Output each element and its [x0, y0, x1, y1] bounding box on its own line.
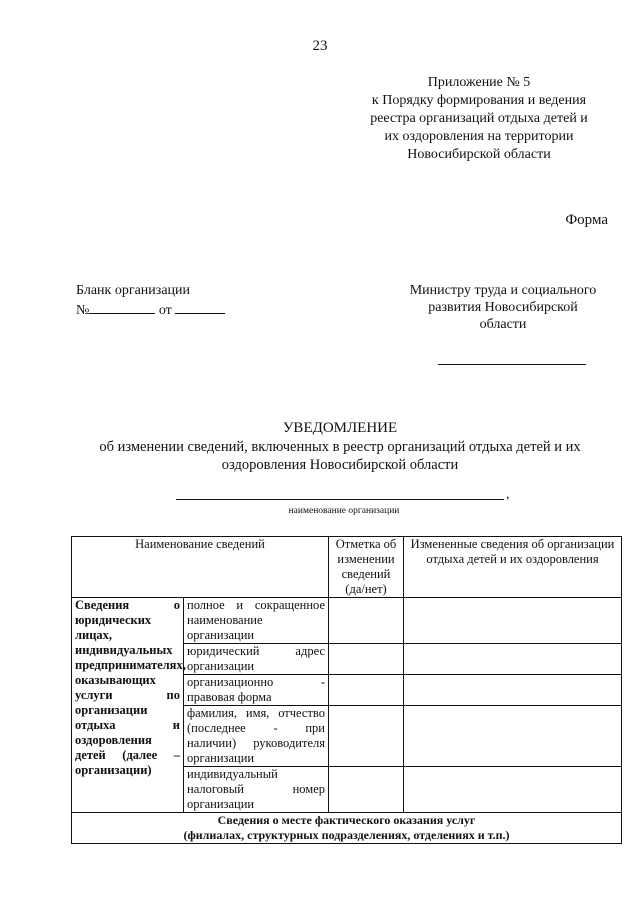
subtitle-line-2: оздоровления Новосибирской области — [221, 457, 459, 473]
annex-line-4: их оздоровления на территории — [384, 129, 574, 144]
annex-header — [330, 74, 628, 164]
addressee — [398, 282, 608, 333]
mark-cell[interactable] — [329, 767, 404, 813]
organization-name-comma: , — [506, 487, 510, 502]
letterhead-number-row — [76, 300, 225, 320]
item-cell: организационно - правовая форма — [184, 675, 329, 706]
table-footer-row — [72, 813, 622, 844]
number-prefix: № — [76, 303, 90, 318]
annex-line-1: Приложение № 5 — [427, 75, 531, 90]
date-prefix: от — [158, 303, 172, 318]
item-cell: полное и сокращенное наименование организации — [184, 598, 329, 644]
item-cell: индивидуальный налоговый номер организации — [184, 767, 329, 813]
organization-name-line[interactable] — [176, 499, 504, 500]
number-field[interactable] — [89, 300, 155, 314]
page-number: 23 — [312, 38, 328, 54]
annex-line-5: Новосибирской области — [407, 147, 551, 162]
annex-line-3: реестра организаций отдыха детей и — [370, 111, 588, 126]
letterhead-label: Бланк организации — [76, 283, 191, 298]
header-mark: Отметка об изменении сведений (да/нет) — [329, 537, 404, 598]
changed-cell[interactable] — [404, 706, 622, 767]
organization-name-caption: наименование организации — [288, 506, 400, 516]
header-name: Наименование сведений — [72, 537, 329, 598]
addressee-line-2: развития Новосибирской — [428, 300, 578, 315]
table-row — [72, 598, 622, 644]
header-changed: Измененные сведения об организации отдыха детей и их оздоровления — [404, 537, 622, 598]
changed-cell[interactable] — [404, 767, 622, 813]
form-label: Форма — [565, 212, 608, 228]
changed-cell[interactable] — [404, 644, 622, 675]
document-subtitle — [60, 438, 620, 474]
footer-cell — [72, 813, 622, 844]
mark-cell[interactable] — [329, 644, 404, 675]
addressee-line-3: области — [479, 317, 527, 332]
addressee-line-1: Министру труда и социального — [409, 283, 597, 298]
mark-cell[interactable] — [329, 706, 404, 767]
letterhead — [76, 282, 225, 320]
addressee-name-line[interactable] — [438, 364, 586, 365]
item-cell: фамилия, имя, отчество (последнее - при наличии) руководителя организации — [184, 706, 329, 767]
date-field[interactable] — [175, 300, 225, 314]
changed-cell[interactable] — [404, 598, 622, 644]
footer-line-1: Сведения о месте фактического оказания услуг — [217, 813, 476, 827]
annex-line-2: к Порядку формирования и ведения — [371, 93, 587, 108]
item-cell: юридический адрес организации — [184, 644, 329, 675]
footer-line-2: (филиалах, структурных подразделениях, отделениях и т.п.) — [183, 828, 510, 842]
table-header-row — [72, 537, 622, 598]
changes-table — [71, 536, 622, 844]
document-title: УВЕДОМЛЕНИЕ — [282, 420, 398, 436]
subtitle-line-1: об изменении сведений, включенных в реестр организаций отдыха детей и их — [99, 439, 581, 455]
changed-cell[interactable] — [404, 675, 622, 706]
category-cell: Сведения о юридических лицах, индивидуальных предпринимателях, оказывающих услуги по организации отдыха и оздоровления детей (далее – организации) — [72, 598, 184, 813]
mark-cell[interactable] — [329, 675, 404, 706]
mark-cell[interactable] — [329, 598, 404, 644]
